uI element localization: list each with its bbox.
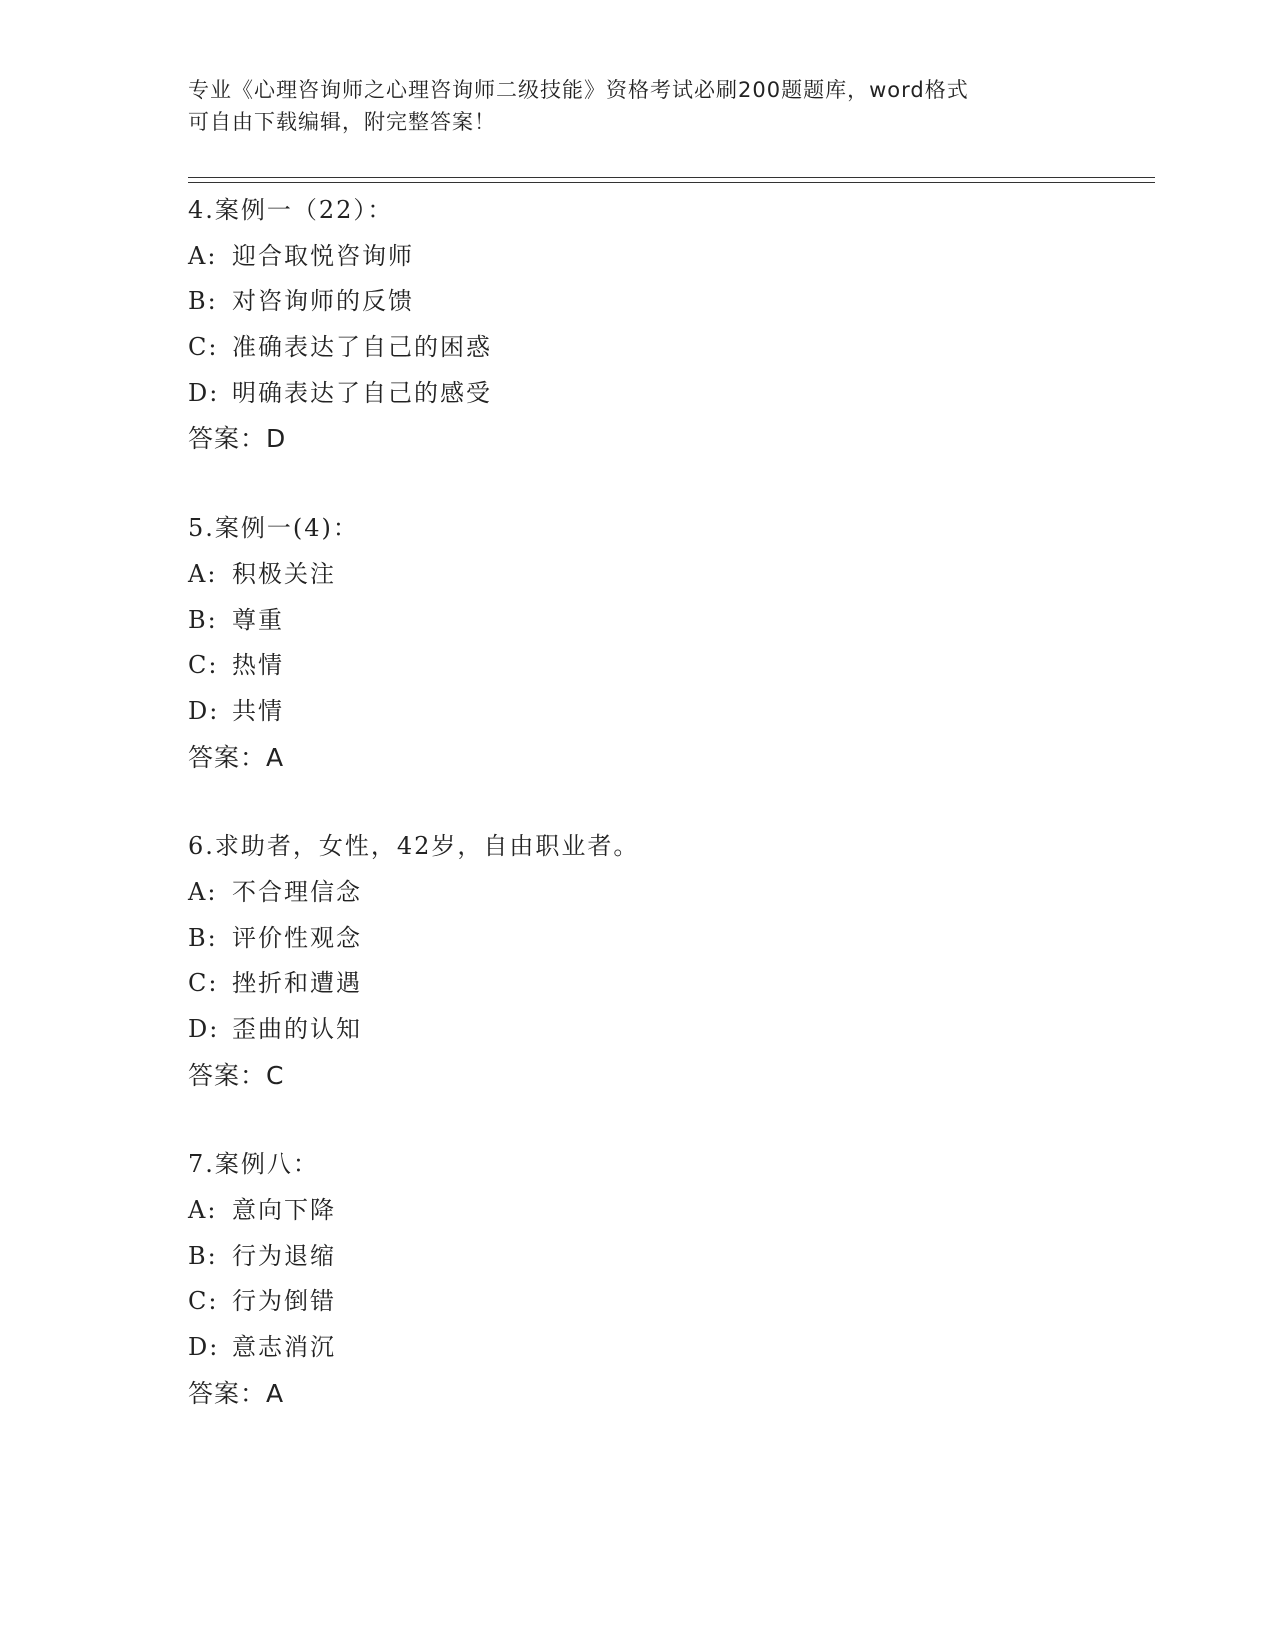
option-d [188, 1325, 1148, 1371]
option-key: B: [188, 287, 218, 316]
option-text: 积极关注 [232, 559, 336, 588]
option-d [188, 689, 1148, 735]
option-key: C: [188, 969, 219, 998]
answer-label: 答案：D [188, 424, 287, 454]
option-text: 意向下降 [232, 1196, 336, 1225]
header-divider-top [188, 177, 1155, 178]
document-header [188, 74, 1088, 138]
option-text: 行为倒错 [232, 1287, 336, 1316]
option-a [188, 552, 1148, 598]
option-key: C: [188, 651, 219, 680]
option-key: A: [188, 877, 218, 906]
option-b [188, 598, 1148, 644]
question-7 [188, 1142, 1148, 1416]
option-key: D: [188, 696, 220, 725]
option-b [188, 1234, 1148, 1280]
question-list [188, 188, 1148, 1461]
question-5 [188, 506, 1148, 780]
option-text: 不合理信念 [232, 877, 362, 906]
option-d [188, 371, 1148, 417]
option-key: A: [188, 1196, 218, 1225]
answer-label: 答案：C [188, 1060, 285, 1090]
option-text: 意志消沉 [232, 1333, 336, 1362]
option-text: 尊重 [232, 605, 284, 634]
option-key: B: [188, 1241, 218, 1270]
option-text: 迎合取悦咨询师 [232, 241, 414, 270]
option-key: D: [188, 1333, 220, 1362]
option-key: B: [188, 605, 218, 634]
option-a [188, 234, 1148, 280]
option-text: 歪曲的认知 [232, 1015, 362, 1043]
option-c [188, 961, 1148, 1007]
question-6 [188, 824, 1148, 1098]
option-text: 共情 [232, 696, 284, 725]
question-stem: 4.案例一（22）： [188, 196, 394, 224]
option-text: 行为退缩 [232, 1241, 336, 1270]
option-text: 评价性观念 [232, 923, 362, 952]
option-text: 挫折和遭遇 [232, 969, 362, 998]
option-c [188, 1279, 1148, 1325]
question-4 [188, 188, 1148, 462]
option-c [188, 325, 1148, 371]
option-b [188, 279, 1148, 325]
header-divider-bottom [188, 182, 1155, 183]
option-key: A: [188, 241, 218, 270]
option-b [188, 916, 1148, 962]
option-text: 对咨询师的反馈 [232, 287, 414, 316]
option-d [188, 1007, 1148, 1053]
header-line-1: 专业《心理咨询师之心理咨询师二级技能》资格考试必刷200题题库，word格式 [188, 78, 969, 102]
answer-label: 答案：A [188, 1378, 285, 1408]
question-stem: 6.求助者，女性，42岁，自由职业者。 [188, 832, 640, 861]
option-key: A: [188, 559, 218, 588]
question-stem: 7.案例八： [188, 1150, 319, 1179]
option-key: C: [188, 333, 219, 362]
option-text: 热情 [232, 651, 284, 680]
header-line-2: 可自由下载编辑，附完整答案！ [188, 110, 496, 134]
option-key: D: [188, 1015, 220, 1043]
option-key: C: [188, 1287, 219, 1316]
answer-label: 答案：A [188, 742, 285, 772]
option-text: 准确表达了自己的困惑 [232, 333, 492, 362]
option-a [188, 1188, 1148, 1234]
option-c [188, 643, 1148, 689]
option-key: B: [188, 923, 218, 952]
option-a [188, 870, 1148, 916]
option-key: D: [188, 378, 220, 407]
question-stem: 5.案例一(4)： [188, 514, 359, 543]
option-text: 明确表达了自己的感受 [232, 378, 492, 407]
